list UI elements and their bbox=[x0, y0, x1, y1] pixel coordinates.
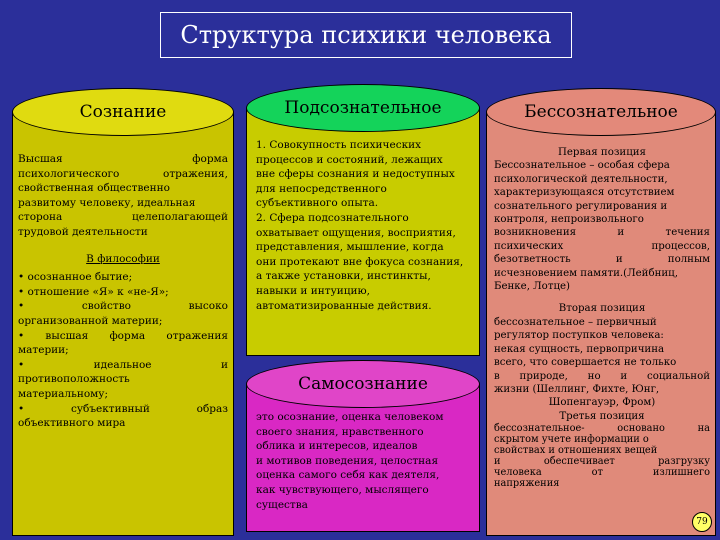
subconscious-content bbox=[246, 138, 480, 313]
selfconsciousness-heading bbox=[246, 360, 480, 408]
third-position-line: человека от излишнего bbox=[494, 467, 710, 479]
second-position-line: бессознательное – первичный bbox=[494, 316, 657, 328]
selfconsciousness-line: своего знания, нравственного bbox=[256, 425, 424, 438]
first-position-line: исчезновением памяти.(Лейбниц, bbox=[494, 267, 678, 279]
selfconsciousness-cylinder bbox=[246, 360, 480, 532]
unconscious-heading-text: Бессознательное bbox=[524, 102, 678, 122]
first-position-title: Первая позиция bbox=[558, 147, 646, 158]
subconscious-line: представления, мышление, когда bbox=[256, 241, 444, 254]
third-position-line: и обеспечивает разгрузку bbox=[494, 456, 710, 468]
subconscious-line: навыки и интуицию, bbox=[256, 284, 370, 297]
second-position-line: Шопенгауэр, Фром) bbox=[548, 397, 656, 409]
subconscious-heading bbox=[246, 84, 480, 132]
philosophy-line: организованной материи; bbox=[18, 314, 163, 327]
page-number: 79 bbox=[692, 512, 712, 532]
consciousness-definition-line: сторона целеполагающей bbox=[18, 211, 228, 224]
subconscious-line: они протекают вне фокуса сознания, bbox=[256, 255, 464, 268]
philosophy-line: объективного мира bbox=[18, 417, 126, 430]
consciousness-definition-line: трудовой деятельности bbox=[18, 225, 148, 238]
philosophy-line: противоположность bbox=[18, 373, 130, 386]
philosophy-list bbox=[18, 270, 228, 431]
first-position-line: безответность и полным bbox=[494, 254, 710, 266]
third-position-line: свойствах и отношениях вещей bbox=[494, 445, 658, 457]
third-position-line: скрытом учете информации о bbox=[494, 434, 649, 446]
consciousness-content bbox=[12, 152, 234, 431]
subconscious-line: а также установки, инстинкты, bbox=[256, 270, 431, 283]
consciousness-heading-text: Сознание bbox=[79, 102, 167, 122]
subconscious-line: 1. Совокупность психических bbox=[256, 139, 422, 151]
unconscious-content bbox=[486, 146, 716, 489]
subconscious-cylinder bbox=[246, 84, 480, 356]
consciousness-cylinder bbox=[12, 88, 234, 536]
unconscious-cylinder bbox=[486, 88, 716, 536]
philosophy-line: • высшая форма отражения bbox=[18, 329, 228, 342]
unconscious-heading bbox=[486, 88, 716, 136]
subconscious-line: субъективного опыта. bbox=[256, 197, 379, 210]
consciousness-definition-line: свойственная общественно bbox=[18, 182, 170, 195]
selfconsciousness-line: существа bbox=[256, 498, 308, 511]
third-position-text bbox=[494, 423, 710, 489]
selfconsciousness-heading-text: Самосознание bbox=[298, 374, 428, 394]
first-position-line: Бенке, Лотце) bbox=[494, 281, 571, 293]
second-position-line: жизни (Шеллинг, Фихте, Юнг, bbox=[494, 383, 660, 395]
philosophy-line: • идеальное и bbox=[18, 358, 228, 371]
third-position-line: бессознательное- основано на bbox=[494, 423, 710, 435]
subconscious-line: 2. Сфера подсознательного bbox=[256, 211, 409, 224]
philosophy-line: • субъективный образ bbox=[18, 402, 228, 415]
subconscious-line: процессов и состояний, лежащих bbox=[256, 153, 443, 166]
consciousness-definition-line: развитому человеку, идеальная bbox=[18, 196, 196, 209]
consciousness-definition-line: психологического отражения, bbox=[18, 167, 228, 180]
first-position-line: характеризующаяся отсутствием bbox=[494, 187, 675, 199]
selfconsciousness-content bbox=[246, 410, 480, 512]
philosophy-title: В философии bbox=[86, 252, 160, 265]
second-position-line: в природе, но и социальной bbox=[494, 370, 710, 382]
selfconsciousness-line: как чувствующего, мыслящего bbox=[256, 483, 429, 496]
page-title: Структура психики человека bbox=[160, 12, 572, 58]
first-position-line: психологической деятельности, bbox=[494, 173, 668, 185]
philosophy-line: • осознанное бытие; bbox=[18, 271, 133, 284]
first-position-line: Бессознательное – особая сфера bbox=[494, 160, 670, 172]
second-position-line: всего, что совершается не только bbox=[494, 357, 677, 369]
philosophy-line: материи; bbox=[18, 344, 69, 357]
selfconsciousness-line: оценка самого себя как деятеля, bbox=[256, 469, 440, 482]
first-position-line: сознательного регулирования и bbox=[494, 200, 668, 212]
philosophy-line: • отношение «Я» к «не-Я»; bbox=[18, 285, 169, 298]
philosophy-line: • свойство высоко bbox=[18, 300, 228, 313]
second-position-line: некая сущность, первопричина bbox=[494, 343, 665, 355]
consciousness-definition-line: Высшая форма bbox=[18, 153, 228, 165]
first-position-line: контроля, непроизвольного bbox=[494, 214, 644, 226]
consciousness-heading bbox=[12, 88, 234, 136]
subconscious-line: вне сферы сознания и недоступных bbox=[256, 168, 455, 181]
first-position-line: психических процессов, bbox=[494, 240, 710, 252]
third-position-line: напряжения bbox=[494, 478, 560, 490]
selfconsciousness-line: и мотивов поведения, целостная bbox=[256, 454, 439, 467]
third-position-title: Третья позиция bbox=[559, 410, 645, 422]
second-position-line: регулятор поступков человека: bbox=[494, 330, 664, 342]
consciousness-definition bbox=[18, 152, 228, 240]
selfconsciousness-line: это осознание, оценка человеком bbox=[256, 411, 444, 423]
second-position-title: Вторая позиция bbox=[558, 303, 646, 315]
subconscious-heading-text: Подсознательное bbox=[284, 98, 442, 118]
subconscious-line: для непосредственного bbox=[256, 182, 387, 195]
philosophy-line: материальному; bbox=[18, 387, 109, 400]
selfconsciousness-line: облика и интересов, идеалов bbox=[256, 440, 418, 453]
subconscious-line: автоматизированные действия. bbox=[256, 299, 432, 312]
subconscious-line: охватывает ощущения, восприятия, bbox=[256, 226, 456, 239]
first-position-line: возникновения и течения bbox=[494, 227, 710, 239]
